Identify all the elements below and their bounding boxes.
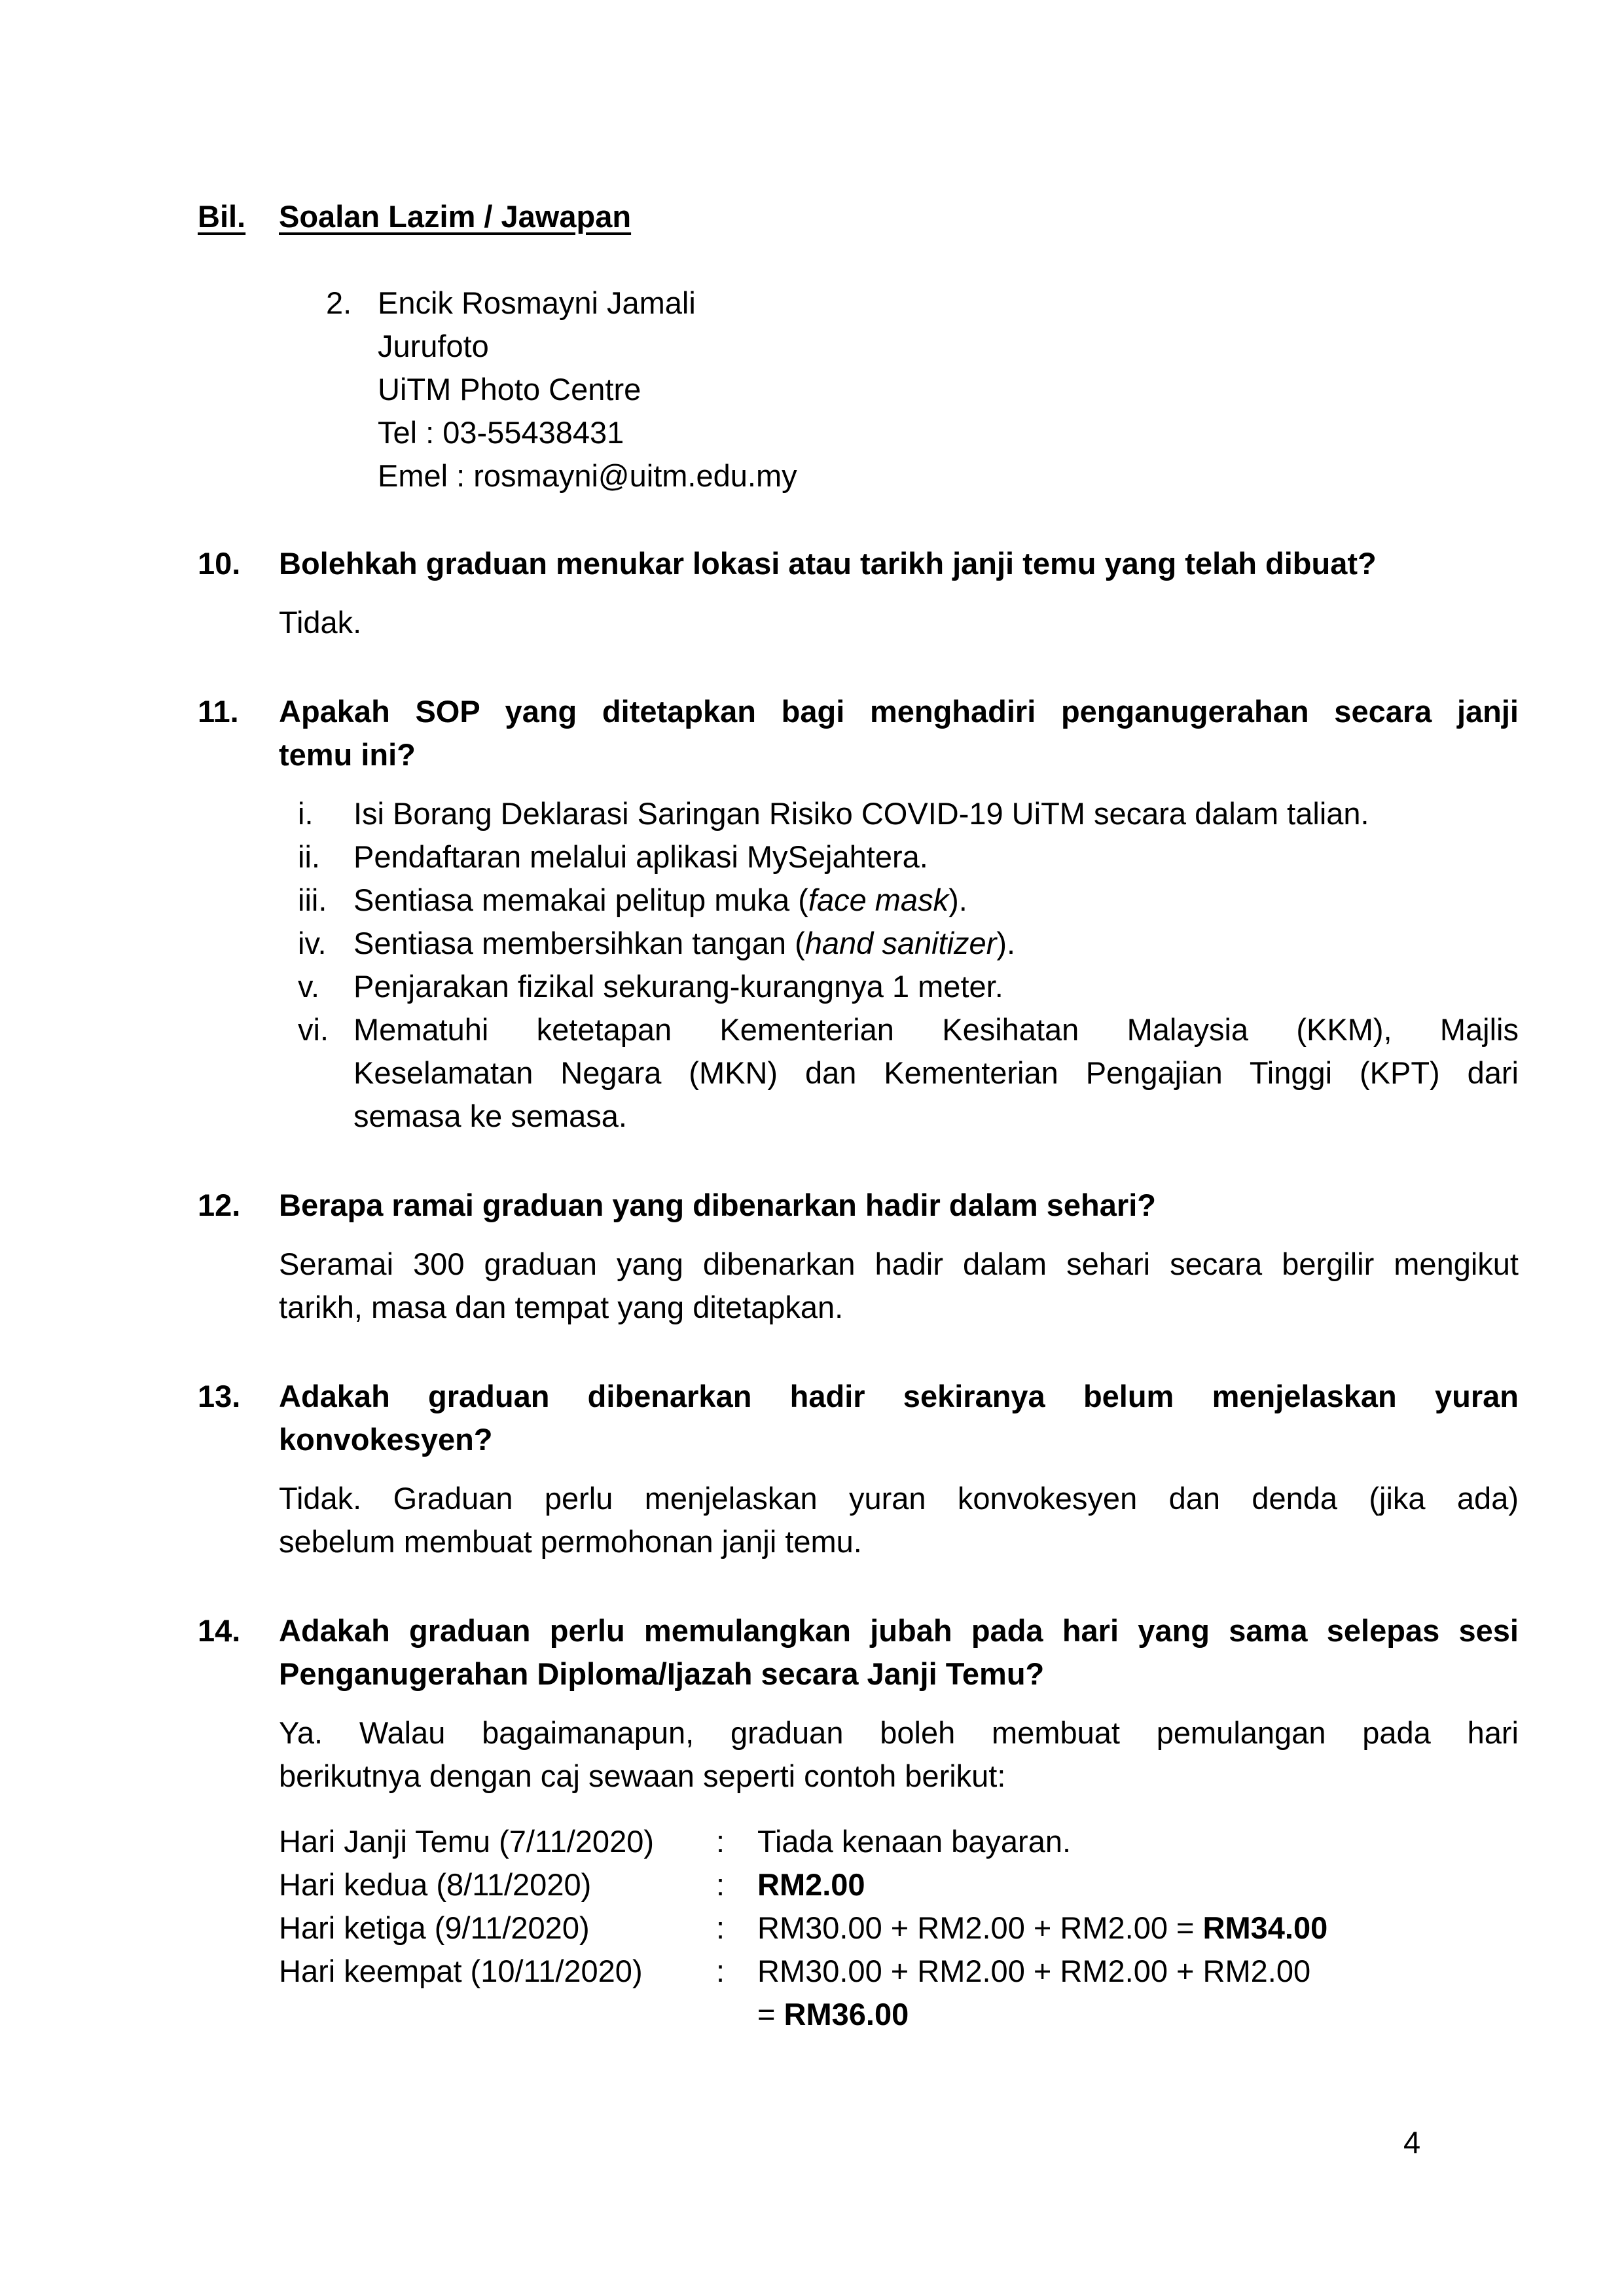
fee-row3-label: Hari ketiga (9/11/2020) (279, 1910, 590, 1945)
fee-row3-value: RM30.00 + RM2.00 + RM2.00 = RM34.00 (757, 1910, 1328, 1945)
q13-answer-line2: sebelum membuat permohonan janji temu. (279, 1524, 862, 1559)
q11-item1-number: i. (298, 796, 314, 831)
fee-row2-label: Hari kedua (8/11/2020) (279, 1867, 592, 1902)
page-number: 4 (1403, 2125, 1421, 2160)
q12-answer-line1: Seramai 300 graduan yang dibenarkan hadir dalam sehari secara bergilir mengikut (279, 1247, 1519, 1281)
fee-row1-value: Tiada kenaan bayaran. (757, 1824, 1072, 1859)
q11-question-line1: Apakah SOP yang ditetapkan bagi menghadiri penganugerahan secara janji (279, 694, 1519, 729)
q12-number: 12. (198, 1188, 241, 1222)
q14-question-line1: Adakah graduan perlu memulangkan jubah pada hari yang sama selepas sesi (279, 1613, 1519, 1648)
q11-question-line2: temu ini? (279, 737, 416, 772)
q14-number: 14. (198, 1613, 241, 1648)
fee-row1-colon: : (716, 1824, 725, 1859)
fee-row4-value: RM30.00 + RM2.00 + RM2.00 + RM2.00 (757, 1954, 1311, 1988)
contact-phone: Tel : 03-55438431 (378, 415, 624, 450)
q13-question-line1: Adakah graduan dibenarkan hadir sekiranya belum menjelaskan yuran (279, 1379, 1519, 1413)
contact-unit: UiTM Photo Centre (378, 372, 641, 407)
fee-row4-label: Hari keempat (10/11/2020) (279, 1954, 643, 1988)
q11-item6-line2: Keselamatan Negara (MKN) dan Kementerian Pengajian Tinggi (KPT) dari (353, 1055, 1519, 1090)
q11-item4-number: iv. (298, 926, 327, 960)
q11-item2: Pendaftaran melalui aplikasi MySejahtera. (353, 839, 928, 874)
fee-row3-colon: : (716, 1910, 725, 1945)
contact-number: 2. (326, 285, 352, 320)
q11-number: 11. (198, 694, 239, 729)
q11-item1: Isi Borang Deklarasi Saringan Risiko COVID-19 UiTM secara dalam talian. (353, 796, 1369, 831)
q14-answer-line1: Ya. Walau bagaimanapun, graduan boleh membuat pemulangan pada hari (279, 1715, 1519, 1750)
fee-row2-value: RM2.00 (757, 1867, 865, 1902)
q10-answer: Tidak. (279, 605, 362, 640)
q13-number: 13. (198, 1379, 241, 1413)
q13-question-line2: konvokesyen? (279, 1422, 493, 1457)
q11-item3-number: iii. (298, 883, 327, 917)
fee-row4-total: = RM36.00 (757, 1997, 909, 2032)
fee-row1-label: Hari Janji Temu (7/11/2020) (279, 1824, 654, 1859)
q13-answer-line1: Tidak. Graduan perlu menjelaskan yuran konvokesyen dan denda (jika ada) (279, 1481, 1519, 1516)
header-title: Soalan Lazim / Jawapan (279, 199, 632, 234)
q14-question-line2: Penganugerahan Diploma/Ijazah secara Janji Temu? (279, 1656, 1045, 1691)
q11-item6-line3: semasa ke semasa. (353, 1099, 627, 1133)
fee-row2-colon: : (716, 1867, 725, 1902)
q11-item5: Penjarakan fizikal sekurang-kurangnya 1 meter. (353, 969, 1003, 1004)
contact-email: Emel : rosmayni@uitm.edu.my (378, 458, 797, 493)
q12-question: Berapa ramai graduan yang dibenarkan hadir dalam sehari? (279, 1188, 1156, 1222)
q11-item2-number: ii. (298, 839, 320, 874)
contact-role: Jurufoto (378, 329, 489, 363)
q14-answer-line2: berikutnya dengan caj sewaan seperti contoh berikut: (279, 1758, 1006, 1793)
q10-number: 10. (198, 546, 241, 581)
q11-item4: Sentiasa membersihkan tangan (hand sanitizer). (353, 926, 1016, 960)
header-bil: Bil. (198, 199, 246, 234)
q11-item5-number: v. (298, 969, 320, 1004)
q12-answer-line2: tarikh, masa dan tempat yang ditetapkan. (279, 1290, 844, 1324)
contact-name: Encik Rosmayni Jamali (378, 285, 696, 320)
fee-row4-colon: : (716, 1954, 725, 1988)
q11-item6-number: vi. (298, 1012, 329, 1047)
q10-question: Bolehkah graduan menukar lokasi atau tarikh janji temu yang telah dibuat? (279, 546, 1377, 581)
q11-item6-line1: Mematuhi ketetapan Kementerian Kesihatan Malaysia (KKM), Majlis (353, 1012, 1519, 1047)
q11-item3: Sentiasa memakai pelitup muka (face mask). (353, 883, 967, 917)
